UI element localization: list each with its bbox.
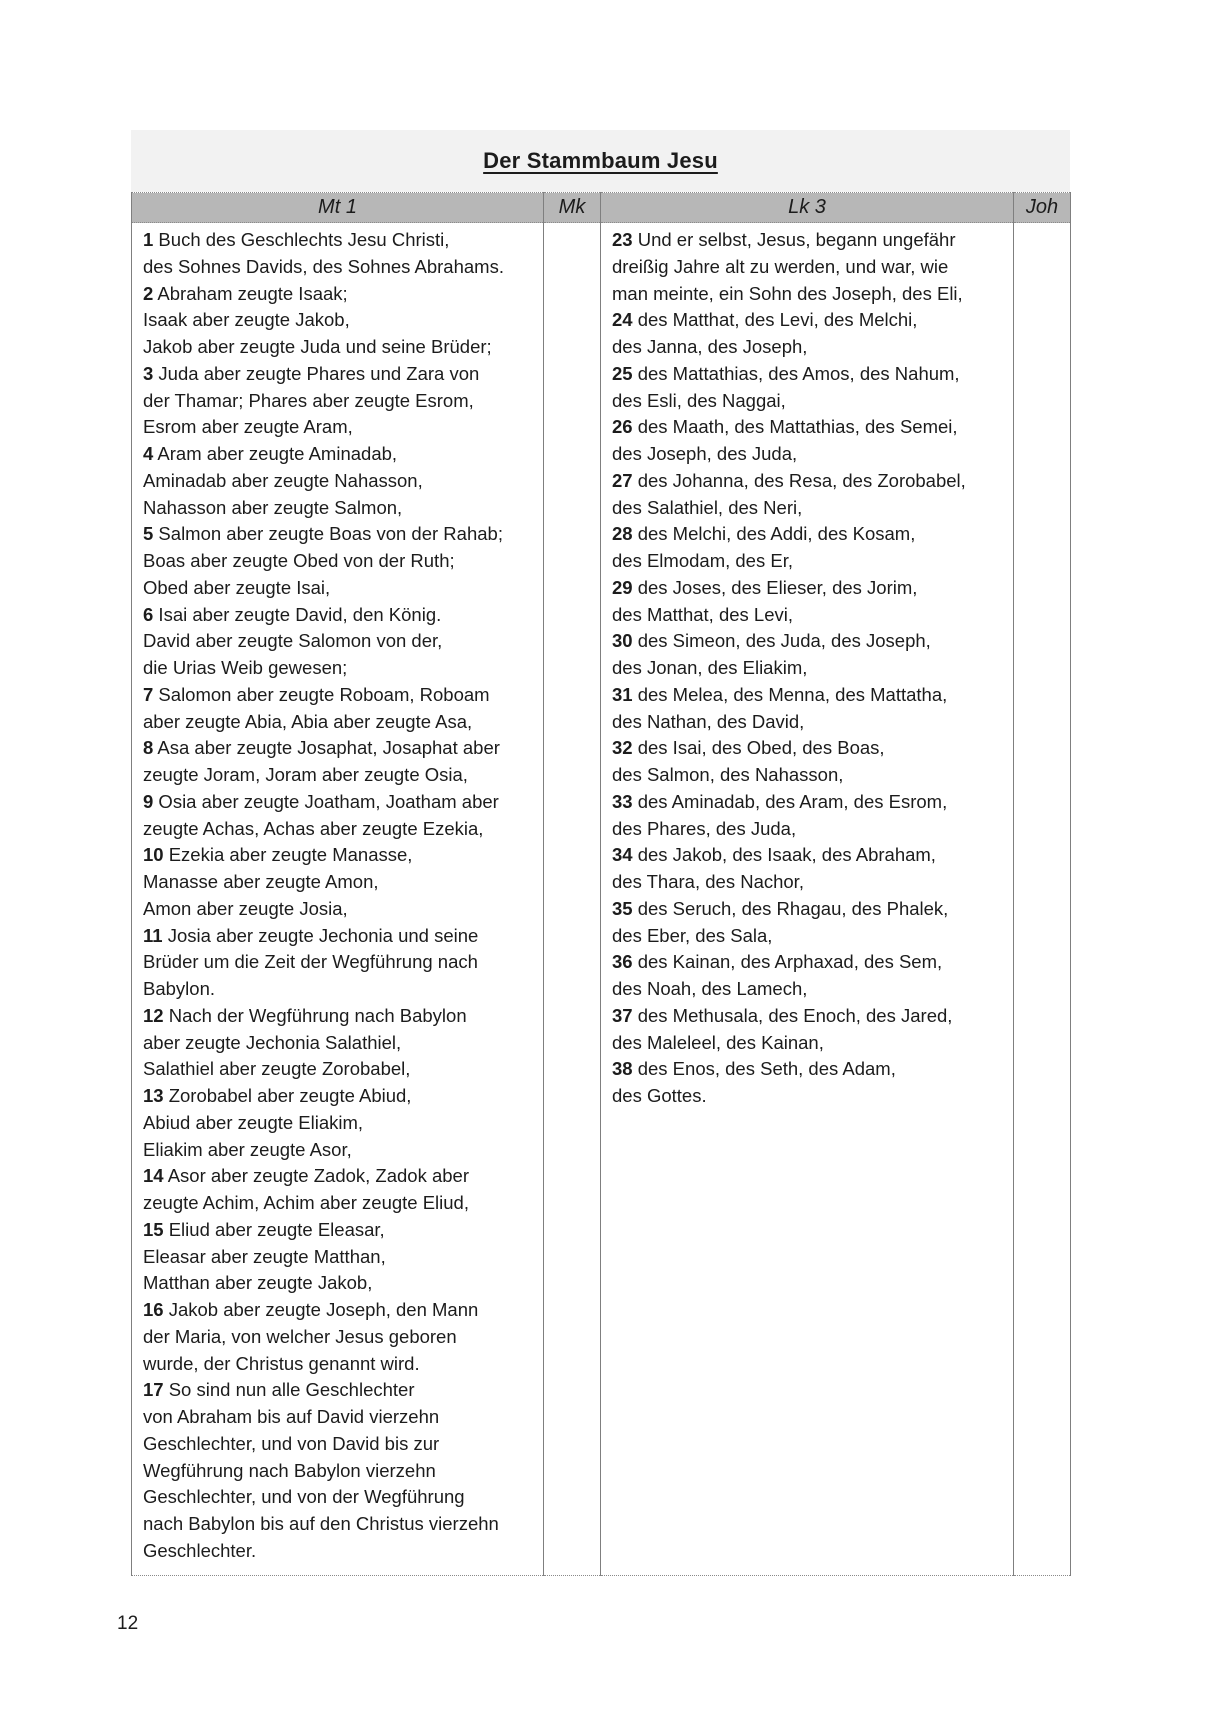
- verse-line: Wegführung nach Babylon vierzehn: [143, 1459, 436, 1481]
- verse-line: 9 Osia aber zeugte Joatham, Joatham aber: [143, 790, 499, 812]
- verse-number: 13: [143, 1085, 164, 1106]
- verse-number: 28: [612, 523, 633, 545]
- verse-line: des Elmodam, des Er,: [612, 550, 793, 571]
- verse-line: des Joseph, des Juda,: [612, 443, 798, 464]
- verse-line: der Maria, von welcher Jesus geboren: [143, 1325, 457, 1347]
- verse-line: des Thara, des Nachor,: [612, 871, 804, 892]
- verse-line: der Thamar; Phares aber zeugte Esrom,: [143, 389, 474, 411]
- verse-line: 23 Und er selbst, Jesus, begann ungefähr: [612, 229, 956, 250]
- page-number: 12: [117, 1613, 139, 1634]
- verse-number: 6: [143, 603, 154, 625]
- verse-line: Geschlechter, und von David bis zur: [143, 1432, 440, 1454]
- verse-line: 1 Buch des Geschlechts Jesu Christi,: [143, 229, 450, 250]
- verse-line: dreißig Jahre alt zu werden, und war, wie: [612, 255, 949, 277]
- verse-number: 17: [143, 1379, 164, 1401]
- verse-line: des Esli, des Naggai,: [612, 389, 786, 411]
- verse-line: des Gottes.: [612, 1085, 707, 1106]
- verse-line: des Janna, des Joseph,: [612, 336, 808, 357]
- verse-line: die Urias Weib gewesen;: [143, 657, 348, 678]
- verse-number: 31: [612, 683, 633, 705]
- verse-line: des Salmon, des Nahasson,: [612, 764, 844, 785]
- verse-line: Geschlechter, und von der Wegführung: [143, 1486, 465, 1508]
- verse-line: Obed aber zeugte Isai,: [143, 576, 331, 598]
- verse-line: des Phares, des Juda,: [612, 817, 797, 839]
- verse-number: 34: [612, 844, 633, 866]
- verse-number: 12: [143, 1004, 164, 1026]
- verse-line: 25 des Mattathias, des Amos, des Nahum,: [612, 362, 960, 384]
- verse-line: 37 des Methusala, des Enoch, des Jared,: [612, 1004, 953, 1026]
- verse-line: des Jonan, des Eliakim,: [612, 657, 808, 678]
- verse-line: des Maleleel, des Kainan,: [612, 1031, 824, 1053]
- verse-line: Nahasson aber zeugte Salmon,: [143, 496, 403, 518]
- verse-number: 5: [143, 523, 154, 545]
- verse-line: Geschlechter.: [143, 1539, 257, 1561]
- verse-number: 29: [612, 576, 633, 598]
- verse-line: zeugte Achim, Achim aber zeugte Eliud,: [143, 1192, 469, 1213]
- verse-number: 1: [143, 229, 154, 250]
- verse-line: zeugte Achas, Achas aber zeugte Ezekia,: [143, 817, 484, 839]
- verse-number: 38: [612, 1058, 633, 1080]
- column-header-mk: Mk: [544, 193, 601, 223]
- verse-number: 36: [612, 951, 633, 973]
- column-cell-mt1: [132, 223, 544, 1576]
- verse-line: 28 des Melchi, des Addi, des Kosam,: [612, 523, 916, 545]
- verse-line: des Nathan, des David,: [612, 710, 805, 732]
- verse-number: 3: [143, 362, 154, 384]
- verse-line: 4 Aram aber zeugte Aminadab,: [143, 443, 398, 464]
- verse-line: 38 des Enos, des Seth, des Adam,: [612, 1058, 896, 1080]
- verse-line: 3 Juda aber zeugte Phares und Zara von: [143, 362, 480, 384]
- verse-number: 23: [612, 229, 633, 250]
- verse-number: 32: [612, 737, 633, 759]
- verse-line: Eleasar aber zeugte Matthan,: [143, 1245, 386, 1267]
- verse-line: 34 des Jakob, des Isaak, des Abraham,: [612, 844, 936, 866]
- verse-line: Eliakim aber zeugte Asor,: [143, 1138, 352, 1160]
- verse-line: Jakob aber zeugte Juda und seine Brüder;: [143, 336, 492, 357]
- verse-line: 7 Salomon aber zeugte Roboam, Roboam: [143, 683, 490, 705]
- column-header-lk3: Lk 3: [601, 193, 1014, 223]
- verse-number: 35: [612, 897, 633, 919]
- verse-line: 32 des Isai, des Obed, des Boas,: [612, 737, 885, 759]
- verse-number: 7: [143, 683, 154, 705]
- verse-number: 9: [143, 790, 154, 812]
- verse-line: 24 des Matthat, des Levi, des Melchi,: [612, 309, 918, 331]
- verse-line: Boas aber zeugte Obed von der Ruth;: [143, 550, 455, 571]
- verse-line: Babylon.: [143, 978, 215, 999]
- verse-line: 2 Abraham zeugte Isaak;: [143, 282, 348, 304]
- verse-line: zeugte Joram, Joram aber zeugte Osia,: [143, 764, 468, 785]
- column-cell-joh: [1014, 223, 1071, 1576]
- verse-line: 17 So sind nun alle Geschlechter: [143, 1379, 415, 1401]
- verse-number: 25: [612, 362, 633, 384]
- verse-line: aber zeugte Jechonia Salathiel,: [143, 1031, 402, 1053]
- verse-line: 36 des Kainan, des Arphaxad, des Sem,: [612, 951, 943, 973]
- verse-number: 27: [612, 469, 633, 491]
- verse-line: 6 Isai aber zeugte David, den König.: [143, 603, 442, 625]
- verse-number: 26: [612, 416, 633, 438]
- verse-line: Brüder um die Zeit der Wegführung nach: [143, 951, 478, 973]
- verse-line: 5 Salmon aber zeugte Boas von der Rahab;: [143, 523, 503, 545]
- verse-line: 15 Eliud aber zeugte Eleasar,: [143, 1218, 385, 1240]
- verse-line: 33 des Aminadab, des Aram, des Esrom,: [612, 790, 948, 812]
- verse-line: 35 des Seruch, des Rhagau, des Phalek,: [612, 897, 949, 919]
- verse-number: 15: [143, 1218, 164, 1240]
- verse-number: 30: [612, 630, 633, 652]
- verse-line: Salathiel aber zeugte Zorobabel,: [143, 1058, 411, 1080]
- verse-number: 33: [612, 790, 633, 812]
- verse-line: des Noah, des Lamech,: [612, 978, 808, 999]
- verse-line: Manasse aber zeugte Amon,: [143, 871, 379, 892]
- document-page: [131, 130, 1070, 1576]
- verse-line: Aminadab aber zeugte Nahasson,: [143, 469, 423, 491]
- verse-line: aber zeugte Abia, Abia aber zeugte Asa,: [143, 710, 473, 732]
- verse-line: 16 Jakob aber zeugte Joseph, den Mann: [143, 1299, 479, 1320]
- verse-line: nach Babylon bis auf den Christus vierzehn: [143, 1513, 499, 1534]
- verse-number: 10: [143, 844, 164, 866]
- verse-line: 31 des Melea, des Menna, des Mattatha,: [612, 683, 948, 705]
- gospel-synopsis-table: [131, 192, 1071, 1576]
- verse-line: 10 Ezekia aber zeugte Manasse,: [143, 844, 413, 866]
- column-cell-lk3: [601, 223, 1014, 1576]
- column-header-mt1: Mt 1: [132, 193, 544, 223]
- verse-line: 26 des Maath, des Mattathias, des Semei,: [612, 416, 958, 438]
- verse-number: 16: [143, 1299, 164, 1320]
- verse-line: Esrom aber zeugte Aram,: [143, 416, 353, 438]
- verse-line: des Matthat, des Levi,: [612, 603, 793, 625]
- verse-line: 29 des Joses, des Elieser, des Jorim,: [612, 576, 918, 598]
- column-cell-mk: [544, 223, 601, 1576]
- title-band: [131, 130, 1070, 192]
- column-header-joh: Joh: [1014, 193, 1071, 223]
- verse-line: 12 Nach der Wegführung nach Babylon: [143, 1004, 467, 1026]
- verse-line: wurde, der Christus genannt wird.: [143, 1352, 420, 1374]
- verse-line: Amon aber zeugte Josia,: [143, 897, 348, 919]
- verse-number: 8: [143, 737, 154, 759]
- verse-line: Abiud aber zeugte Eliakim,: [143, 1111, 364, 1133]
- verse-line: 30 des Simeon, des Juda, des Joseph,: [612, 630, 931, 652]
- verse-number: 2: [143, 282, 154, 304]
- verse-line: von Abraham bis auf David vierzehn: [143, 1406, 440, 1427]
- verse-number: 4: [143, 443, 154, 464]
- verse-line: 8 Asa aber zeugte Josaphat, Josaphat aber: [143, 737, 500, 759]
- verse-line: des Sohnes Davids, des Sohnes Abrahams.: [143, 255, 504, 277]
- verse-number: 11: [143, 924, 163, 946]
- page-title: Der Stammbaum Jesu: [483, 148, 718, 173]
- verse-line: Matthan aber zeugte Jakob,: [143, 1272, 373, 1294]
- table-body-row: [132, 223, 1071, 1576]
- verse-line: des Eber, des Sala,: [612, 924, 773, 946]
- verse-line: man meinte, ein Sohn des Joseph, des Eli,: [612, 282, 963, 304]
- verse-line: 13 Zorobabel aber zeugte Abiud,: [143, 1085, 412, 1106]
- verse-number: 14: [143, 1165, 164, 1187]
- verse-number: 24: [612, 309, 633, 331]
- verse-line: Isaak aber zeugte Jakob,: [143, 309, 350, 331]
- verse-line: David aber zeugte Salomon von der,: [143, 630, 443, 652]
- verse-number: 37: [612, 1004, 633, 1026]
- verse-line: 11 Josia aber zeugte Jechonia und seine: [143, 924, 479, 946]
- verse-line: 27 des Johanna, des Resa, des Zorobabel,: [612, 469, 966, 491]
- verse-line: 14 Asor aber zeugte Zadok, Zadok aber: [143, 1165, 470, 1187]
- table-header-row: [132, 193, 1071, 223]
- verse-line: des Salathiel, des Neri,: [612, 496, 803, 518]
